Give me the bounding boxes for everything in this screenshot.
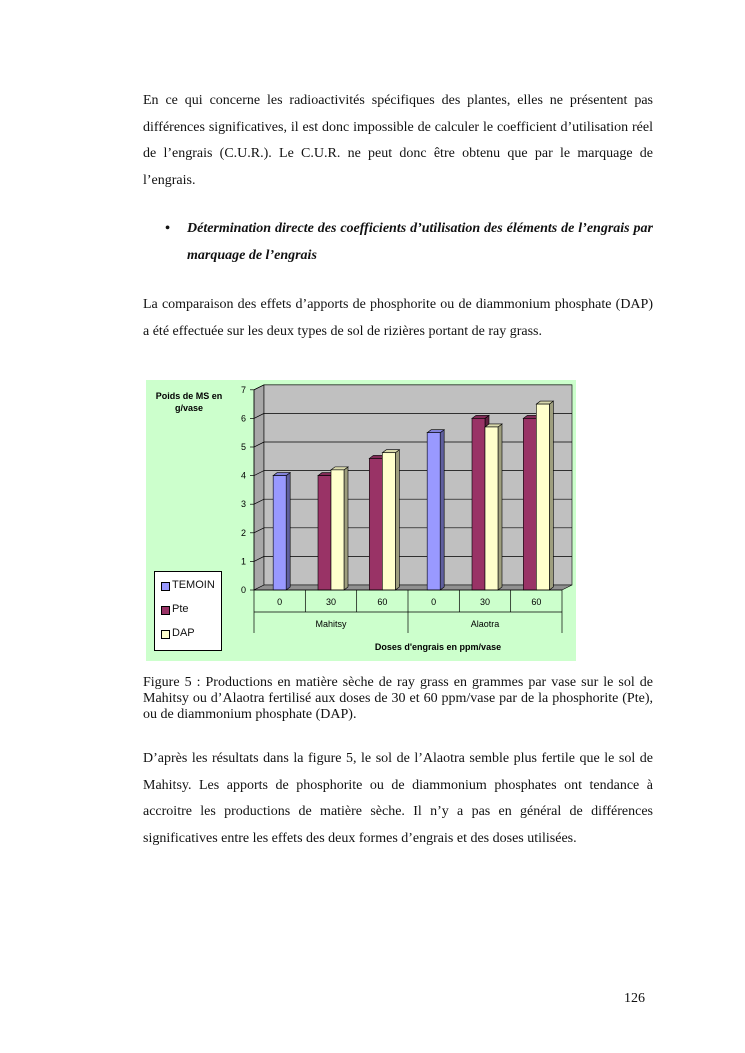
legend-label: Pte bbox=[172, 603, 189, 615]
bar-dap-5 bbox=[536, 404, 549, 590]
bullet-heading bbox=[165, 216, 653, 269]
legend-swatch bbox=[161, 630, 170, 639]
bar-side bbox=[440, 430, 444, 590]
x-tick-label: 0 bbox=[277, 597, 283, 607]
bar-side bbox=[498, 424, 502, 590]
page-number: 126 bbox=[624, 991, 645, 1006]
bar-pte-5 bbox=[523, 418, 536, 590]
bar-side bbox=[344, 467, 348, 590]
bar-side bbox=[549, 401, 553, 590]
x-group-label: Mahitsy bbox=[315, 619, 347, 629]
x-tick-label: 30 bbox=[479, 597, 491, 607]
bar-pte-4 bbox=[472, 418, 485, 590]
bar-side bbox=[395, 450, 399, 590]
bar-temoin-0 bbox=[273, 476, 286, 590]
legend-swatch bbox=[161, 606, 170, 615]
x-tick-label: 60 bbox=[377, 597, 388, 607]
legend-label: TEMOIN bbox=[172, 579, 215, 591]
bar-dap-2 bbox=[382, 453, 395, 590]
x-tick-label: 60 bbox=[531, 597, 542, 607]
legend-swatch bbox=[161, 582, 170, 591]
y-tick-label: 2 bbox=[240, 527, 246, 538]
y-axis-title: Poids de MS en g/vase bbox=[155, 391, 223, 413]
figure-5-chart bbox=[146, 380, 576, 661]
bar-side bbox=[286, 473, 290, 590]
y-tick-label: 7 bbox=[240, 384, 246, 395]
bullet-icon: • bbox=[165, 221, 170, 236]
bar-dap-4 bbox=[485, 427, 498, 590]
y-tick-label: 5 bbox=[240, 442, 246, 452]
bar-dap-1 bbox=[331, 470, 344, 590]
bar-pte-2 bbox=[369, 458, 382, 590]
x-tick-label: 0 bbox=[431, 597, 437, 607]
paragraph-comparison: La comparaison des effets d’apports de phosphorite ou de diammonium phosphate (DAP) a été effectuée sur les deux types de sol de rizières portant de ray grass. bbox=[143, 297, 653, 339]
x-group-label: Alaotra bbox=[470, 619, 500, 629]
bar-temoin-3 bbox=[427, 433, 440, 590]
x-tick-label: 30 bbox=[325, 597, 337, 607]
y-tick-label: 0 bbox=[240, 585, 246, 595]
chart-legend bbox=[154, 571, 222, 651]
y-tick-label: 1 bbox=[240, 556, 246, 567]
figure-caption: Figure 5 : Productions en matière sèche de ray grass en grammes par vase sur le sol de Mahitsy ou d’Alaotra fertilisé aux doses de 30 et 60 ppm/vase par de la phosphorite (Pte), ou de diammonium phosphate (DAP). bbox=[143, 675, 653, 722]
y-tick-label: 3 bbox=[240, 499, 246, 510]
paragraph-radioactivity: En ce qui concerne les radioactivités spécifiques des plantes, elles ne présentent pas différences significatives, il est donc impossible de calculer le coefficient d’utilisation réel de l’engrais (C.U.R.). Le C.U.R. ne peut donc être obtenu que par le marquage de l’engrais. bbox=[143, 93, 653, 188]
bar-pte-1 bbox=[318, 476, 331, 590]
paragraph-results: D’après les résultats dans la figure 5, le sol de l’Alaotra semble plus fertile que le sol de Mahitsy. Les apports de phosphorite ou de diammonium phosphates ont tendance à accroitre les productions de matière sèche. Il n’y a pas en général de différences significatives entre les effets des deux formes d’engrais et des doses utilisées. bbox=[143, 751, 653, 846]
y-tick-label: 6 bbox=[240, 413, 246, 424]
x-axis-title: Doses d'engrais en ppm/vase bbox=[374, 642, 502, 652]
legend-label: DAP bbox=[172, 627, 195, 639]
bullet-heading-text: Détermination directe des coefficients d’utilisation des éléments de l’engrais par marquage de l’engrais bbox=[187, 221, 653, 263]
y-tick-label: 4 bbox=[240, 470, 246, 481]
